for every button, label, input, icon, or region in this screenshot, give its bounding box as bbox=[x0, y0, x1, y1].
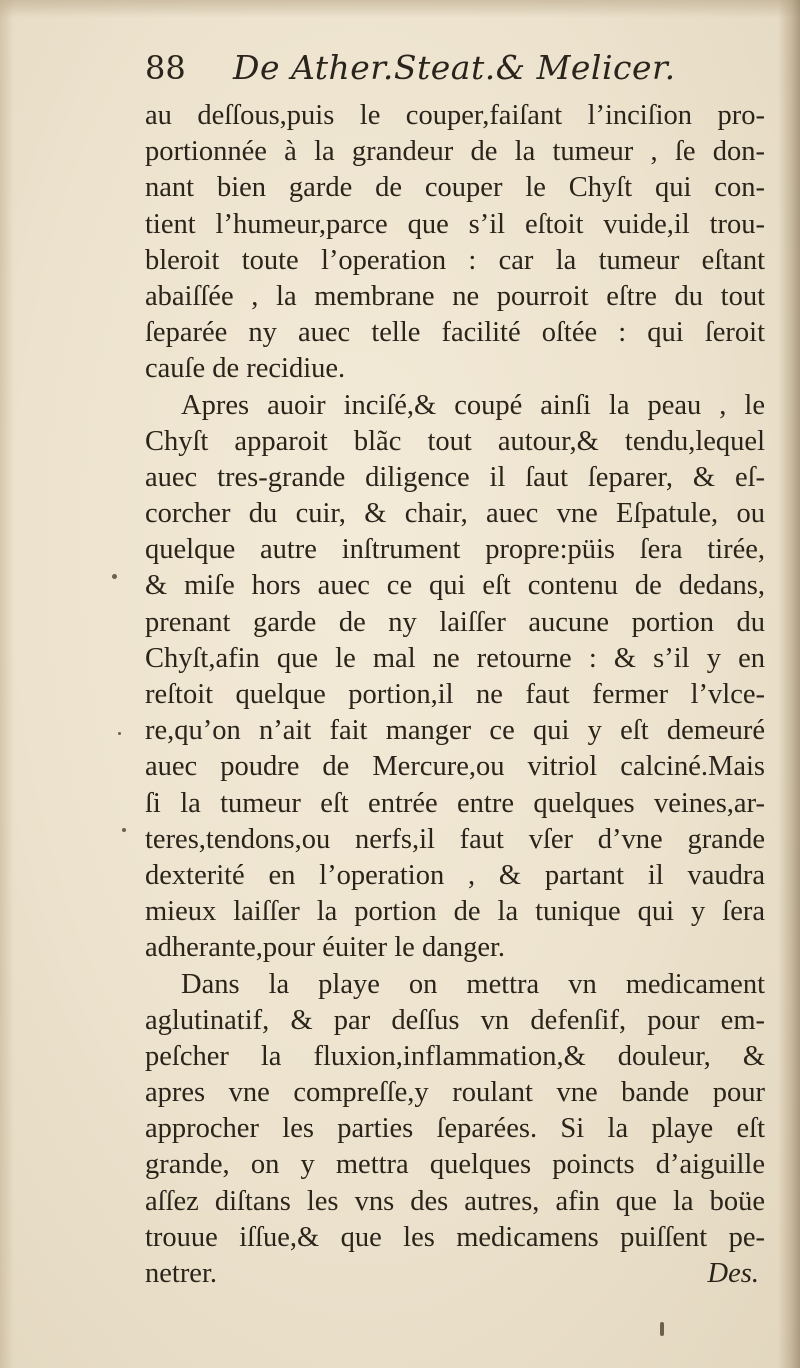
text-line: reſtoit quelque portion,il ne faut fermer l’vlce- bbox=[145, 679, 765, 710]
text-line: trouue iſſue,& que les medicamens puiſſent pe- bbox=[145, 1221, 765, 1253]
running-title: De Ather.Steat.& Melicer. bbox=[233, 48, 676, 87]
text-line: auec poudre de Mercure,ou vitriol calciné.Mais bbox=[145, 751, 765, 783]
text-line: Chyſt apparoit blãc tout autour,& tendu,lequel bbox=[145, 425, 765, 457]
text-line: aglutinatif, & par deſſus vn defenſif, pour em- bbox=[145, 1004, 765, 1036]
text-line: Chyſt,afin que le mal ne retourne : & s’il y en bbox=[145, 642, 765, 674]
text-line: corcher du cuir, & chair, auec vne Eſpatule, ou bbox=[145, 498, 765, 530]
page-number: 88 bbox=[145, 49, 186, 87]
text-line: auec tres-grande diligence il ſaut ſeparer, & eſ- bbox=[145, 461, 765, 493]
text-line: apres vne compreſſe,y roulant vne bande pour bbox=[145, 1077, 765, 1109]
text-line: au deſſous,puis le couper,faiſant l’inciſion pro- bbox=[145, 100, 765, 131]
text-line: bleroit toute l’operation : car la tumeur eſtant bbox=[145, 244, 765, 276]
text-line: netrer. bbox=[145, 1258, 218, 1289]
text-line: abaiſſée , la membrane ne pourroit eſtre du tout bbox=[145, 280, 765, 312]
text-line: ſi la tumeur eſt entrée entre quelques veines,ar- bbox=[145, 787, 765, 819]
body-text bbox=[145, 98, 765, 1292]
text-line: adherante,pour éuiter le danger. bbox=[145, 932, 506, 964]
paragraph-start-line: Dans la playe on mettra vn medicament bbox=[181, 968, 765, 1000]
text-line: peſcher la fluxion,inflammation,& douleur, & bbox=[145, 1040, 765, 1072]
ink-speck bbox=[660, 1322, 664, 1336]
paragraph-start-line: Apres auoir inciſé,& coupé ainſi la peau , le bbox=[181, 389, 765, 421]
page-left-shadow bbox=[0, 0, 14, 1368]
text-line: tient l’humeur,parce que s’il eſtoit vuide,il trou- bbox=[145, 208, 765, 240]
ink-speck bbox=[112, 574, 117, 579]
text-line: prenant garde de ny laiſſer aucune portion du bbox=[145, 606, 765, 638]
text-line: portionnée à la grandeur de la tumeur , ſe don- bbox=[145, 136, 765, 168]
text-line: nant bien garde de couper le Chyſt qui con- bbox=[145, 172, 765, 204]
text-line: & miſe hors auec ce qui eſt contenu de dedans, bbox=[145, 570, 765, 602]
text-line: aſſez diſtans les vns des autres, afin que la boüe bbox=[145, 1185, 765, 1217]
text-line: teres,tendons,ou nerfs,il faut vſer d’vne grande bbox=[145, 823, 765, 855]
text-line: dexterité en l’operation , & partant il vaudra bbox=[145, 859, 765, 891]
text-line: cauſe de recidiue. bbox=[145, 353, 346, 385]
last-text-line bbox=[145, 1256, 765, 1292]
ink-speck bbox=[122, 828, 126, 832]
text-line: quelque autre inſtrument propre:püis ſera tirée, bbox=[145, 534, 765, 566]
text-line: grande, on y mettra quelques poincts d’aiguille bbox=[145, 1149, 765, 1181]
ink-speck bbox=[118, 732, 121, 735]
page-gutter-shadow bbox=[778, 0, 800, 1368]
page-top-shadow bbox=[0, 0, 800, 18]
text-line: approcher les parties ſeparées. Si la playe eſt bbox=[145, 1113, 765, 1145]
running-head bbox=[145, 42, 765, 92]
text-line: re,qu’on n’ait fait manger ce qui y eſt demeuré bbox=[145, 715, 765, 747]
text-line: ſeparée ny auec telle facilité oſtée : qui ſeroit bbox=[145, 317, 765, 349]
text-line: mieux laiſſer la portion de la tunique qui y ſera bbox=[145, 896, 765, 928]
catchword: Des. bbox=[707, 1258, 759, 1289]
